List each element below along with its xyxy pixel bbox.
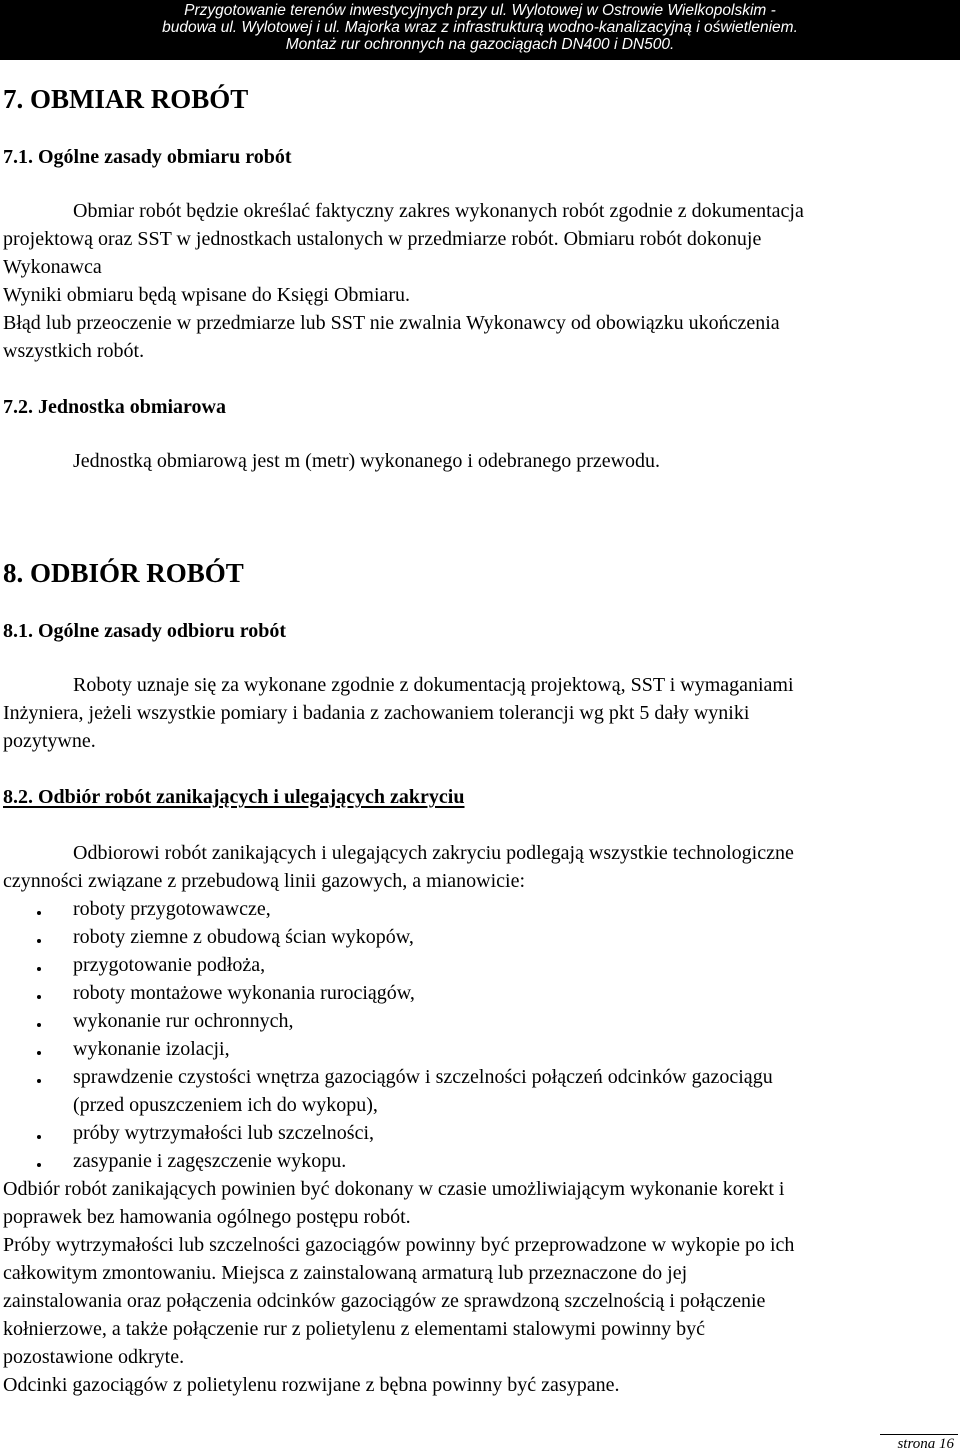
- paragraph-line: Inżyniera, jeżeli wszystkie pomiary i badania z zachowaniem tolerancji wg pkt 5 dały wyniki: [3, 702, 750, 724]
- paragraph-line: Wykonawca: [3, 256, 102, 278]
- bullet-marker: [37, 1163, 41, 1167]
- footer-divider: [880, 1434, 958, 1435]
- paragraph-line: pozostawione odkryte.: [3, 1346, 185, 1368]
- paragraph-line: wszystkich robót.: [3, 340, 145, 362]
- bullet-marker: [37, 939, 41, 943]
- subsection-title: 8.2. Odbiór robót zanikających i ulegających zakryciu: [3, 786, 465, 808]
- bullet-marker: [37, 1051, 41, 1055]
- section-title: 8. ODBIÓR ROBÓT: [3, 558, 244, 588]
- paragraph-line: całkowitym zmontowaniu. Miejsca z zainstalowaną armaturą lub przeznaczone do jej: [3, 1262, 688, 1284]
- list-item: roboty montażowe wykonania rurociągów,: [73, 982, 415, 1004]
- subsection-title: 7.1. Ogólne zasady obmiaru robót: [3, 146, 292, 168]
- subsection-title: 7.2. Jednostka obmiarowa: [3, 396, 226, 418]
- paragraph-line: [3, 228, 956, 251]
- paragraph-line: Wyniki obmiaru będą wpisane do Księgi Obmiaru.: [3, 284, 411, 306]
- bullet-marker: [37, 1023, 41, 1027]
- page-number: strona 16: [897, 1436, 954, 1452]
- header-line: budowa ul. Wylotowej i ul. Majorka wraz z infrastrukturą wodno-kanalizacyjną i oświetleniem.: [162, 19, 798, 36]
- bullet-marker: [37, 967, 41, 971]
- bullet-marker: [37, 911, 41, 915]
- section-title: 7. OBMIAR ROBÓT: [3, 84, 249, 114]
- list-item: wykonanie izolacji,: [73, 1038, 230, 1060]
- list-item: przygotowanie podłoża,: [73, 954, 266, 976]
- bullet-marker: [37, 995, 41, 999]
- list-item: roboty przygotowawcze,: [73, 898, 271, 920]
- paragraph-line: Obmiar robót będzie określać faktyczny zakres wykonanych robót zgodnie z dokumentacja: [73, 200, 804, 222]
- bullet-marker: [37, 1079, 41, 1083]
- list-item: sprawdzenie czystości wnętrza gazociągów i szczelności połączeń odcinków gazociągu: [73, 1066, 773, 1088]
- paragraph-line: poprawek bez hamowania ogólnego postępu robót.: [3, 1206, 411, 1228]
- paragraph-line: Błąd lub przeoczenie w przedmiarze lub SST nie zwalnia Wykonawcy od obowiązku ukończenia: [3, 312, 780, 334]
- list-item: wykonanie rur ochronnych,: [73, 1010, 294, 1032]
- paragraph-line: Odcinki gazociągów z polietylenu rozwijane z bębna powinny być zasypane.: [3, 1374, 620, 1396]
- list-item: roboty ziemne z obudową ścian wykopów,: [73, 926, 414, 948]
- list-item-continuation: (przed opuszczeniem ich do wykopu),: [73, 1094, 378, 1116]
- paragraph-line: Odbiór robót zanikających powinien być dokonany w czasie umożliwiającym wykonanie korekt i: [3, 1178, 785, 1200]
- paragraph-line: Jednostką obmiarową jest m (metr) wykonanego i odebranego przewodu.: [73, 450, 661, 472]
- paragraph-line: kołnierzowe, a także połączenie rur z polietylenu z elementami stalowymi powinny być: [3, 1318, 705, 1340]
- bullet-marker: [37, 1135, 41, 1139]
- paragraph-line: Próby wytrzymałości lub szczelności gazociągów powinny być przeprowadzone w wykopie po ich: [3, 1234, 795, 1256]
- paragraph-line: pozytywne.: [3, 730, 96, 752]
- paragraph-line: Odbiorowi robót zanikających i ulegających zakryciu podlegają wszystkie technologiczne: [73, 842, 794, 864]
- list-item: zasypanie i zagęszczenie wykopu.: [73, 1150, 347, 1172]
- paragraph-line: Roboty uznaje się za wykonane zgodnie z dokumentacją projektową, SST i wymaganiami: [73, 674, 794, 696]
- list-item: próby wytrzymałości lub szczelności,: [73, 1122, 375, 1144]
- subsection-title: 8.1. Ogólne zasady odbioru robót: [3, 620, 286, 642]
- paragraph-text: projektową oraz SST w jednostkach ustalonych w przedmiarze robót. Obmiaru robót dokonuje: [3, 228, 762, 250]
- header-line: Przygotowanie terenów inwestycyjnych przy ul. Wylotowej w Ostrowie Wielkopolskim -: [184, 2, 776, 19]
- paragraph-line: czynności związane z przebudową linii gazowych, a mianowicie:: [3, 870, 526, 892]
- paragraph-line: zainstalowania oraz połączenia odcinków gazociągów ze sprawdzoną szczelnością i połączenie: [3, 1290, 766, 1312]
- header-line: Montaż rur ochronnych na gazociągach DN400 i DN500.: [285, 36, 675, 53]
- document-header: [0, 0, 960, 60]
